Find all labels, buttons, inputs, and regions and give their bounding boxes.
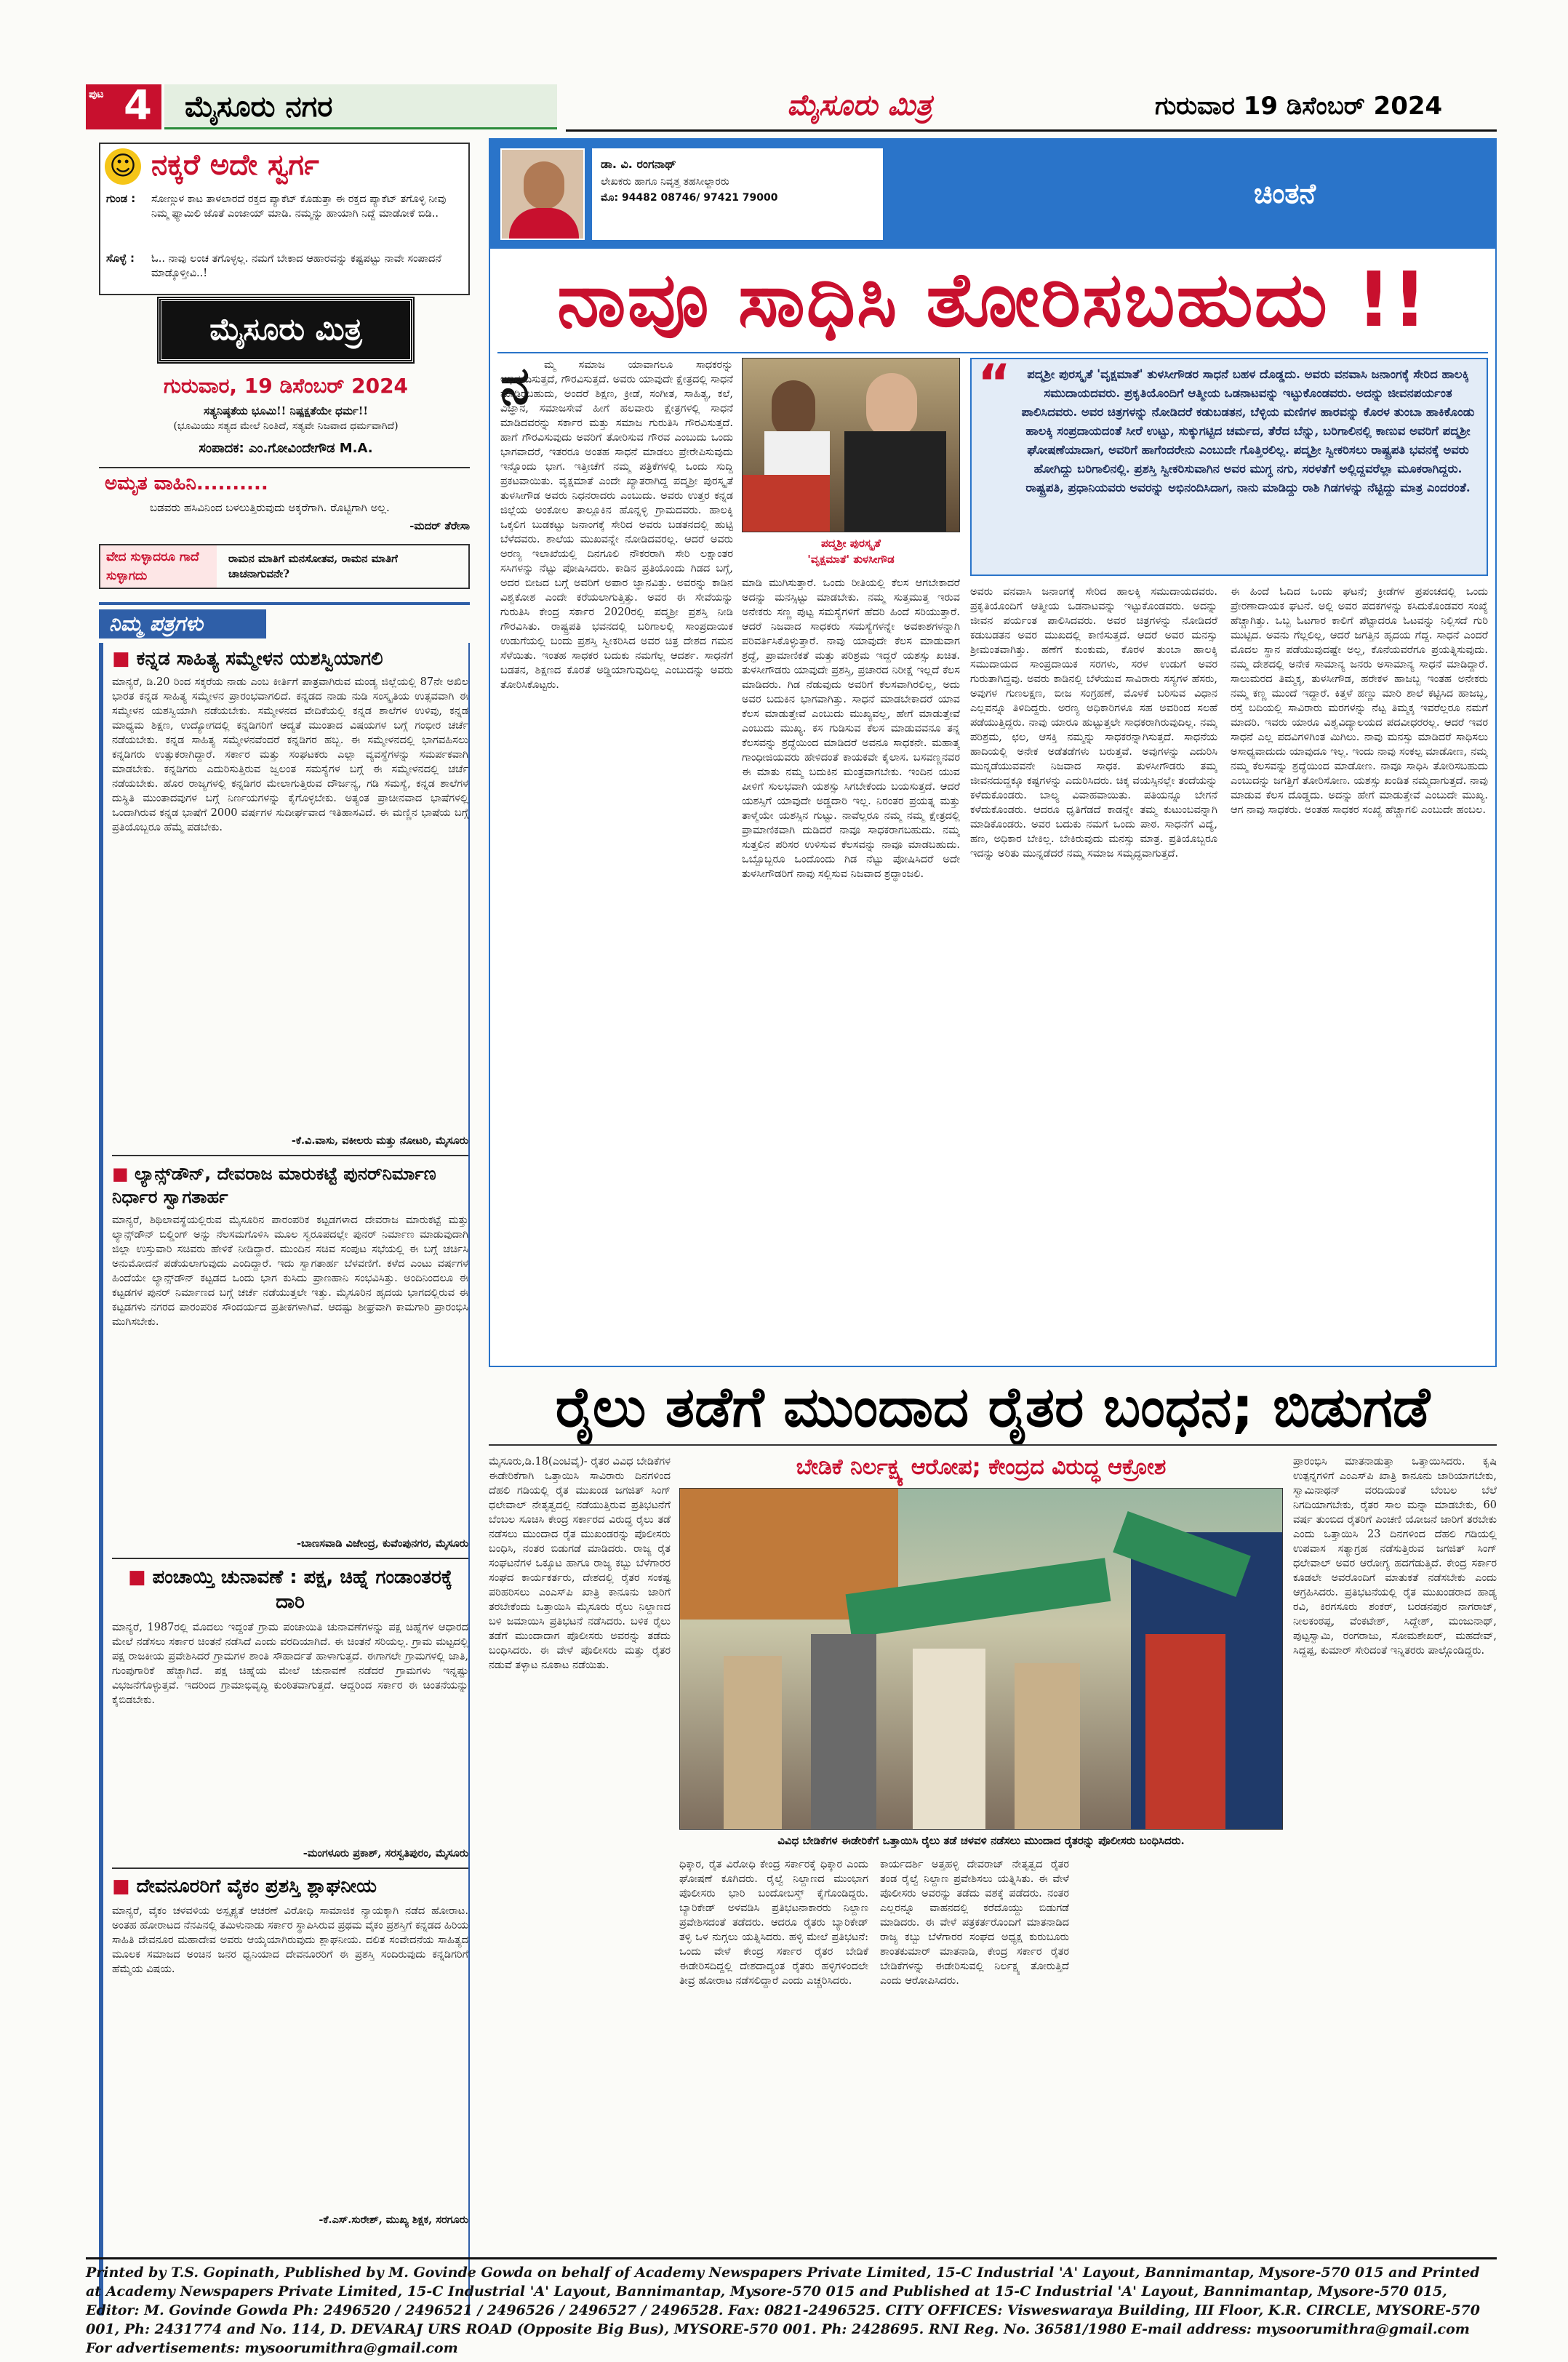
chintane-col-2: ಮಾಡಿ ಮುಗಿಸುತ್ತಾರೆ. ಒಂದು ರೀತಿಯಲ್ಲಿ ಕೆಲಸ ಆಗಬೇಕಾದರೆ ಅದನ್ನು ಮನಸ್ಸಿಟ್ಟು ಮಾಡಬೇಕು. ನಮ್ಮ ಸುತ್ತಮುತ್ತ ಇರುವ ಅನೇಕರು ಸಣ್ಣ ಪುಟ್ಟ ಸಮಸ್ಯೆಗಳಿಗೆ ಹೆದರಿ ಹಿಂದೆ ಸರಿಯುತ್ತಾರೆ. ಆದರೆ ನಿಜವಾದ ಸಾಧಕರು ಸಮಸ್ಯೆಗಳನ್ನೇ ಅವಕಾಶಗಳನ್ನಾಗಿ ಪರಿವರ್ತಿಸಿಕೊಳ್ಳುತ್ತಾರೆ. ನಾವು ಯಾವುದೇ ಕೆಲಸ ಮಾಡುವಾಗ ಶ್ರದ್ಧೆ, ಪ್ರಾಮಾಣಿಕತೆ ಮತ್ತು ಪರಿಶ್ರಮ ಇದ್ದರೆ ಯಶಸ್ಸು ಖಚಿತ. ತುಳಸೀಗೌಡರು ಯಾವುದೇ ಪ್ರಶಸ್ತಿ, ಪ್ರಚಾರದ ನಿರೀಕ್ಷೆ ಇಲ್ಲದೆ ಕೆಲಸ ಮಾಡಿದರು. ಗಿಡ ನೆಡುವುದು ಅವರಿಗೆ ಕೆಲಸವಾಗಿರಲಿಲ್ಲ, ಅದು ಅವರ ಬದುಕಿನ ಭಾಗವಾಗಿತ್ತು. ಸಾಧನೆ ಮಾಡಬೇಕಾದರೆ ಯಾವ ಕೆಲಸ ಮಾಡುತ್ತೇವೆ ಎಂಬುದು ಮುಖ್ಯವಲ್ಲ, ಹೇಗೆ ಮಾಡುತ್ತೇವೆ ಎಂಬುದು ಮುಖ್ಯ. ಕಸ ಗುಡಿಸುವ ಕೆಲಸ ಮಾಡುವವನೂ ತನ್ನ ಕೆಲಸವನ್ನು ಶ್ರದ್ಧೆಯಿಂದ ಮಾಡಿದರೆ ಅವನೂ ಸಾಧಕನೇ. ಮಹಾತ್ಮ ಗಾಂಧೀಜಿಯವರು ಹೇಳಿದಂತೆ ಕಾಯಕವೇ ಕೈಲಾಸ. ಬಸವಣ್ಣನವರ ಈ ಮಾತು ನಮ್ಮ ಬದುಕಿನ ಮಂತ್ರವಾಗಬೇಕು. ಇಂದಿನ ಯುವ ಪೀಳಿಗೆ ಸುಲಭವಾಗಿ ಯಶಸ್ಸು ಸಿಗಬೇಕೆಂದು ಬಯಸುತ್ತದೆ. ಆದರೆ ಯಶಸ್ಸಿಗೆ ಯಾವುದೇ ಅಡ್ಡದಾರಿ ಇಲ್ಲ. ನಿರಂತರ ಪ್ರಯತ್ನ ಮತ್ತು ತಾಳ್ಮೆಯೇ ಯಶಸ್ಸಿನ ಗುಟ್ಟು. ನಾವೆಲ್ಲರೂ ನಮ್ಮ ನಮ್ಮ ಕ್ಷೇತ್ರದಲ್ಲಿ ಪ್ರಾಮಾಣಿಕವಾಗಿ ದುಡಿದರೆ ನಾವೂ ಸಾಧಕರಾಗಬಹುದು. ನಮ್ಮ ಸುತ್ತಲಿನ ಪರಿಸರ ಉಳಿಸುವ ಕೆಲಸವನ್ನು ನಾವೂ ಮಾಡಬಹುದು. ಒಬ್ಬೊಬ್ಬರೂ ಒಂದೊಂದು ಗಿಡ ನೆಟ್ಟು ಪೋಷಿಸಿದರೆ ಅದೇ ತುಳಸೀಗೌಡರಿಗೆ ನಾವು ಸಲ್ಲಿಸುವ ನಿಜವಾದ ಶ್ರದ್ಧಾಂಜಲಿ. — [742, 577, 960, 880]
letter-2-title-text: ಲ್ಯಾನ್ಸ್‌ಡೌನ್, ದೇವರಾಜ ಮಾರುಕಟ್ಟೆ ಪುನರ್‌ನಿರ್ಮಾಣ ನಿರ್ಧಾರ ಸ್ವಾಗತಾರ್ಹ — [112, 1164, 436, 1207]
letter-1-title — [112, 647, 468, 670]
author-photo — [500, 148, 585, 240]
chintane-col-3: ಅವರು ವನವಾಸಿ ಜನಾಂಗಕ್ಕೆ ಸೇರಿದ ಹಾಲಕ್ಕಿ ಸಮುದಾಯದವರು. ಪ್ರಕೃತಿಯೊಂದಿಗೆ ಆತ್ಮೀಯ ಒಡನಾಟವನ್ನು ಇಟ್ಟುಕೊಂಡವರು. ಅದನ್ನು ಜೀವನ ಪರ್ಯಂತ ಪಾಲಿಸಿದವರು. ಅವರ ಚಿತ್ರಗಳನ್ನು ನೋಡಿದರೆ ಕಡುಬಡತನ ಅವರ ಮುಖದಲ್ಲಿ ಕಾಣಿಸುತ್ತದೆ. ಆದರೆ ಅವರ ಮನಸ್ಸು ಶ್ರೀಮಂತವಾಗಿತ್ತು. ಹಣೆಗೆ ಕುಂಕುಮ, ಕೊರಳ ತುಂಬಾ ಹಾಲಕ್ಕಿ ಸಮುದಾಯದ ಸಾಂಪ್ರದಾಯಿಕ ಸರಗಳು, ಸರಳ ಉಡುಗೆ ಅವರ ಗುರುತಾಗಿದ್ದವು. ಅವರು ಕಾಡಿನಲ್ಲಿ ಬೆಳೆಯುವ ಸಾವಿರಾರು ಸಸ್ಯಗಳ ಹೆಸರು, ಅವುಗಳ ಗುಣಲಕ್ಷಣ, ಬೀಜ ಸಂಗ್ರಹಣೆ, ಮೊಳಕೆ ಬರಿಸುವ ವಿಧಾನ ಎಲ್ಲವನ್ನೂ ತಿಳಿದಿದ್ದರು. ಅರಣ್ಯ ಅಧಿಕಾರಿಗಳೂ ಸಹ ಅವರಿಂದ ಸಲಹೆ ಪಡೆಯುತ್ತಿದ್ದರು. ನಾವು ಯಾರೂ ಹುಟ್ಟುತ್ತಲೇ ಸಾಧಕರಾಗಿರುವುದಿಲ್ಲ. ನಮ್ಮ ಪರಿಶ್ರಮ, ಛಲ, ಆಸಕ್ತಿ ನಮ್ಮನ್ನು ಸಾಧಕರನ್ನಾಗಿಸುತ್ತದೆ. ಸಾಧನೆಯ ಹಾದಿಯಲ್ಲಿ ಅನೇಕ ಅಡೆತಡೆಗಳು ಬರುತ್ತವೆ. ಅವುಗಳನ್ನು ಎದುರಿಸಿ ಮುನ್ನಡೆಯುವವನೇ ನಿಜವಾದ ಸಾಧಕ. ತುಳಸೀಗೌಡರು ತಮ್ಮ ಜೀವನದುದ್ದಕ್ಕೂ ಕಷ್ಟಗಳನ್ನು ಎದುರಿಸಿದರು. ಚಿಕ್ಕ ವಯಸ್ಸಿನಲ್ಲೇ ತಂದೆಯನ್ನು ಕಳೆದುಕೊಂಡರು. ಬಾಲ್ಯ ವಿವಾಹವಾಯಿತು. ಪತಿಯನ್ನೂ ಬೇಗನೆ ಕಳೆದುಕೊಂಡರು. ಆದರೂ ಧೃತಿಗೆಡದೆ ಕಾಡನ್ನೇ ತಮ್ಮ ಕುಟುಂಬವನ್ನಾಗಿ ಮಾಡಿಕೊಂಡರು. ಅವರ ಬದುಕು ನಮಗೆ ಒಂದು ಪಾಠ. ಸಾಧನೆಗೆ ವಿದ್ಯೆ, ಹಣ, ಅಧಿಕಾರ ಬೇಕಿಲ್ಲ. ಬೇಕಿರುವುದು ಮನಸ್ಸು ಮಾತ್ರ. ಪ್ರತಿಯೊಬ್ಬರೂ ಇದನ್ನು ಅರಿತು ಮುನ್ನಡೆದರೆ ನಮ್ಮ ಸಮಾಜ ಸಮೃದ್ಧವಾಗುತ್ತದೆ. — [970, 586, 1217, 860]
paper-info-date: ಗುರುವಾರ, 19 ಡಿಸೆಂಬರ್ 2024 — [163, 374, 409, 398]
letter-4-body: ಮಾನ್ಯರೆ, ವೈಕಂ ಚಳವಳಿಯ ಅಸ್ಪೃಶ್ಯತೆ ಆಚರಣೆ ವಿರೋಧಿ ಸಾಮಾಜಿಕ ನ್ಯಾಯಕ್ಕಾಗಿ ನಡೆದ ಹೋರಾಟ. ಅಂತಹ ಹೋರಾಟದ ನೆನಪಿನಲ್ಲಿ ತಮಿಳುನಾಡು ಸರ್ಕಾರ ಸ್ಥಾಪಿಸಿರುವ ಪ್ರಥಮ ವೈಕಂ ಪ್ರಶಸ್ತಿಗೆ ಕನ್ನಡದ ಹಿರಿಯ ಸಾಹಿತಿ ದೇವನೂರ ಮಹಾದೇವ ಅವರು ಆಯ್ಕೆಯಾಗಿರುವುದು ಶ್ಲಾಘನೀಯ. ದಲಿತ ಸಂವೇದನೆಯ ಸಾಹಿತ್ಯದ ಮೂಲಕ ಸಮಾಜದ ಅಂಚಿನ ಜನರ ಧ್ವನಿಯಾದ ದೇವನೂರರಿಗೆ ಈ ಪ್ರಶಸ್ತಿ ಸಂದಿರುವುದು ಕನ್ನಡಿಗರಿಗೆ ಹೆಮ್ಮೆಯ ವಿಷಯ. — [112, 1905, 468, 1975]
letter-2-title — [112, 1162, 468, 1209]
letter-4-title — [112, 1875, 468, 1898]
letter-3-title-text: ಪಂಚಾಯ್ತಿ ಚುನಾವಣೆ : ಪಕ್ಷ, ಚಿಹ್ನೆ ಗಂಡಾಂತರಕ್ಕೆ ದಾರಿ — [152, 1566, 453, 1613]
chintane-col-1: ಮ್ಮ ಸಮಾಜ ಯಾವಾಗಲೂ ಸಾಧಕರನ್ನು ಅಭಿನಂದಿಸುತ್ತದೆ, ಗೌರವಿಸುತ್ತದೆ. ಅವರು ಯಾವುದೇ ಕ್ಷೇತ್ರದಲ್ಲಿ ಸಾಧನೆ ಮಾಡಿರಬಹುದು, ಅಂದರೆ ಶಿಕ್ಷಣ, ಕ್ರೀಡೆ, ಸಂಗೀತ, ಸಾಹಿತ್ಯ, ಕಲೆ, ವಿಜ್ಞಾನ, ಸಮಾಜಸೇವೆ ಹೀಗೆ ಹಲವಾರು ಕ್ಷೇತ್ರಗಳಲ್ಲಿ ಸಾಧನೆ ಮಾಡಿದವರನ್ನು ಸರ್ಕಾರ ಮತ್ತು ಸಮಾಜ ಗುರುತಿಸಿ ಗೌರವಿಸುತ್ತದೆ. ಹಾಗೆ ಗೌರವಿಸುವುದು ಅವರಿಗೆ ತೋರಿಸುವ ಗೌರವ ಎಂಬುದು ಒಂದು ಭಾಗವಾದರೆ, ಇತರರೂ ಅಂತಹ ಸಾಧನೆ ಮಾಡಲು ಪ್ರೇರೇಪಿಸುವುದು ಇನ್ನೊಂದು ಭಾಗ. ಇತ್ತೀಚೆಗೆ ನಮ್ಮ ಪತ್ರಿಕೆಗಳಲ್ಲಿ ಒಂದು ಸುದ್ದಿ ಪ್ರಕಟವಾಯಿತು. ವೃಕ್ಷಮಾತೆ ಎಂದೇ ಖ್ಯಾತರಾಗಿದ್ದ ಪದ್ಮಶ್ರೀ ಪುರಸ್ಕೃತೆ ತುಳಸೀಗೌಡ ಅವರು ನಿಧನರಾದರು ಎಂಬುದು. ಅವರು ಉತ್ತರ ಕನ್ನಡ ಜಿಲ್ಲೆಯ ಅಂಕೋಲ ತಾಲ್ಲೂಕಿನ ಹೊನ್ನಳ್ಳಿ ಗ್ರಾಮದವರು. ಹಾಲಕ್ಕಿ ಒಕ್ಕಲಿಗ ಬುಡಕಟ್ಟು ಜನಾಂಗಕ್ಕೆ ಸೇರಿದ ಅವರು ಬಡತನದಲ್ಲಿ ಹುಟ್ಟಿ ಬೆಳೆದವರು. ಶಾಲೆಯ ಮುಖವನ್ನೇ ನೋಡಿದವರಲ್ಲ. ಆದರೆ ಅವರು ಅರಣ್ಯ ಇಲಾಖೆಯಲ್ಲಿ ದಿನಗೂಲಿ ನೌಕರರಾಗಿ ಸೇರಿ ಲಕ್ಷಾಂತರ ಸಸಿಗಳನ್ನು ನೆಟ್ಟು ಪೋಷಿಸಿದರು. ಕಾಡಿನ ಪ್ರತಿಯೊಂದು ಗಿಡದ ಬಗ್ಗೆ, ಅದರ ಬೀಜದ ಬಗ್ಗೆ ಅವರಿಗೆ ಅಪಾರ ಜ್ಞಾನವಿತ್ತು. ಅವರನ್ನು ಕಾಡಿನ ವಿಶ್ವಕೋಶ ಎಂದೇ ಕರೆಯಲಾಗುತ್ತಿತ್ತು. ಅವರ ಈ ಸೇವೆಯನ್ನು ಗುರುತಿಸಿ ಕೇಂದ್ರ ಸರ್ಕಾರ 2020ರಲ್ಲಿ ಪದ್ಮಶ್ರೀ ಪ್ರಶಸ್ತಿ ನೀಡಿ ಗೌರವಿಸಿತು. ರಾಷ್ಟ್ರಪತಿ ಭವನದಲ್ಲಿ ಬರಿಗಾಲಲ್ಲಿ ಸಾಂಪ್ರದಾಯಿಕ ಉಡುಗೆಯಲ್ಲಿ ಬಂದು ಪ್ರಶಸ್ತಿ ಸ್ವೀಕರಿಸಿದ ಅವರ ಚಿತ್ರ ದೇಶದ ಗಮನ ಸೆಳೆಯಿತು. ಇಂತಹ ಸಾಧಕರ ಬದುಕು ನಮಗೆಲ್ಲ ಆದರ್ಶ. ಸಾಧನೆಗೆ ಬಡತನ, ಶಿಕ್ಷಣದ ಕೊರತೆ ಅಡ್ಡಿಯಾಗುವುದಿಲ್ಲ ಎಂಬುದನ್ನು ಅವರು ತೋರಿಸಿಕೊಟ್ಟರು. — [500, 359, 733, 691]
bullet-square-icon: ■ — [112, 1875, 137, 1897]
letter-4-title-text: ದೇವನೂರರಿಗೆ ವೈಕಂ ಪ್ರಶಸ್ತಿ ಶ್ಲಾಘನೀಯ — [136, 1875, 377, 1897]
paper-info-box — [159, 298, 413, 362]
paper-info-motto-1: ಸತ್ಯನಿಷ್ಠತೆಯ ಭೂಮಿ!! ನಿಷ್ಪಕ್ಷತೆಯೇ ಧರ್ಮ!! — [204, 404, 368, 417]
paper-name-logo: ಮೈಸೂರು ಮಿತ್ರ — [787, 89, 932, 122]
photo-caption-1: ಪದ್ಮಶ್ರೀ ಪುರಸ್ಕೃತೆ — [821, 537, 881, 550]
farmers-col-4: ಪ್ರಾರಂಭಿಸಿ ಮಾತನಾಡುತ್ತಾ ಒತ್ತಾಯಿಸಿದರು. ಕೃಷಿ ಉತ್ಪನ್ನಗಳಿಗೆ ಎಂಎಸ್‌ಪಿ ಖಾತ್ರಿ ಕಾನೂನು ಜಾರಿಯಾಗಬೇಕು, ಸ್ವಾಮಿನಾಥನ್ ವರದಿಯಂತೆ ಬೆಂಬಲ ಬೆಲೆ ನಿಗದಿಯಾಗಬೇಕು, ರೈತರ ಸಾಲ ಮನ್ನಾ ಮಾಡಬೇಕು, 60 ವರ್ಷ ತುಂಬಿದ ರೈತರಿಗೆ ಪಿಂಚಣಿ ಯೋಜನೆ ಜಾರಿಗೆ ತರಬೇಕು ಎಂದು ಒತ್ತಾಯಿಸಿ 23 ದಿನಗಳಿಂದ ದೆಹಲಿ ಗಡಿಯಲ್ಲಿ ಉಪವಾಸ ಸತ್ಯಾಗ್ರಹ ನಡೆಸುತ್ತಿರುವ ಜಗಜಿತ್ ಸಿಂಗ್ ಧಲೇವಾಲ್ ಅವರ ಆರೋಗ್ಯ ಹದಗೆಡುತ್ತಿದೆ. ಕೇಂದ್ರ ಸರ್ಕಾರ ಕೂಡಲೇ ಅವರೊಂದಿಗೆ ಮಾತುಕತೆ ನಡೆಸಬೇಕು ಎಂದು ಆಗ್ರಹಿಸಿದರು. ಪ್ರತಿಭಟನೆಯಲ್ಲಿ ರೈತ ಮುಖಂಡರಾದ ಹಾಡ್ಯ ರವಿ, ಕಿರಗಸೂರು ಶಂಕರ್, ಬರಡನಪುರ ನಾಗರಾಜ್, ನೀಲಕಂಠಪ್ಪ, ವೆಂಕಟೇಶ್, ಸಿದ್ದೇಶ್, ಮಂಜುನಾಥ್, ಪುಟ್ಟಸ್ವಾಮಿ, ರಂಗರಾಜು, ಸೋಮಶೇಖರ್, ಮಹದೇವ್, ಸಿದ್ದಪ್ಪ, ಕುಮಾರ್ ಸೇರಿದಂತೆ ಇನ್ನಿತರರು ಪಾಲ್ಗೊಂಡಿದ್ದರು. — [1293, 1456, 1497, 1657]
humor-question: ಸೋಣ್ಗುಳ ಕಾಟ ತಾಳಲಾರದೆ ರಕ್ತದ ಪ್ಯಾಕೆಟ್ ಕೊಡುತ್ತಾ ಈ ರಕ್ತದ ಪ್ಯಾಕೆಟ್ ತಗೊಳ್ಳಿ ನೀವು ನಿಮ್ಮ ಫ್ಯಾಮಿಲಿ ಜೊತೆ ಎಂಜಾಯ್ ಮಾಡಿ. ನಮ್ಮನ್ನು ಹಾಯಾಗಿ ನಿದ್ದೆ ಮಾಡೋಕೆ ಬಿಡಿ.. — [151, 193, 447, 220]
dropcap: ನ — [500, 355, 530, 416]
farmers-headline: ರೈಲು ತಡೆಗೆ ಮುಂದಾದ ರೈತರ ಬಂಧನ; ಬಿಡುಗಡೆ — [555, 1374, 1431, 1439]
letter-2-body: ಮಾನ್ಯರೆ, ಶಿಥಿಲಾವಸ್ಥೆಯಲ್ಲಿರುವ ಮೈಸೂರಿನ ಪಾರಂಪರಿಕ ಕಟ್ಟಡಗಳಾದ ದೇವರಾಜ ಮಾರುಕಟ್ಟೆ ಮತ್ತು ಲ್ಯಾನ್ಸ್‌ಡೌನ್ ಬಿಲ್ಡಿಂಗ್ ಅನ್ನು ನೆಲಸಮಗೊಳಿಸಿ ಮೂಲ ಸ್ವರೂಪದಲ್ಲೇ ಪುನರ್ ನಿರ್ಮಾಣ ಮಾಡುವುದಾಗಿ ಜಿಲ್ಲಾ ಉಸ್ತುವಾರಿ ಸಚಿವರು ಹೇಳಿಕೆ ನೀಡಿದ್ದಾರೆ. ಮುಂದಿನ ಸಚಿವ ಸಂಪುಟ ಸಭೆಯಲ್ಲಿ ಈ ಬಗ್ಗೆ ಚರ್ಚಿಸಿ ಅನುಮೋದನೆ ಪಡೆಯಲಾಗುವುದು ಎಂದಿದ್ದಾರೆ. ಇದು ಸ್ವಾಗತಾರ್ಹ ಬೆಳವಣಿಗೆ. ಕಳೆದ ಎಂಟು ವರ್ಷಗಳ ಹಿಂದೆಯೇ ಲ್ಯಾನ್ಸ್‌ಡೌನ್ ಕಟ್ಟಡದ ಒಂದು ಭಾಗ ಕುಸಿದು ಪ್ರಾಣಹಾನಿ ಸಂಭವಿಸಿತ್ತು. ಅಂದಿನಿಂದಲೂ ಈ ಕಟ್ಟಡಗಳ ಪುನರ್ ನಿರ್ಮಾಣದ ಬಗ್ಗೆ ಚರ್ಚೆ ನಡೆಯುತ್ತಲೇ ಇತ್ತು. ಮೈಸೂರಿನ ಹೃದಯ ಭಾಗದಲ್ಲಿರುವ ಈ ಕಟ್ಟಡಗಳು ನಗರದ ಪಾರಂಪರಿಕ ಸೌಂದರ್ಯದ ಪ್ರತೀಕಗಳಾಗಿವೆ. ಆದಷ್ಟು ಶೀಘ್ರವಾಗಿ ಕಾಮಗಾರಿ ಪ್ರಾರಂಭಿಸಿ ಮುಗಿಸಬೇಕು. — [112, 1214, 468, 1328]
farmers-subhead: ಬೇಡಿಕೆ ನಿರ್ಲಕ್ಷ್ಯ ಆರೋಪ; ಕೇಂದ್ರದ ವಿರುದ್ಧ ಆಕ್ರೋಶ — [796, 1454, 1167, 1480]
page-label: ಪುಟ — [89, 89, 104, 100]
paper-info-logo: ಮೈಸೂರು ಮಿತ್ರ — [209, 311, 362, 347]
section-title: ಮೈಸೂರು ನಗರ — [185, 90, 333, 124]
letter-1-body: ಮಾನ್ಯರೆ, ಡಿ.20 ರಿಂದ ಸಕ್ಕರೆಯ ನಾಡು ಎಂಬ ಕೀರ್ತಿಗೆ ಪಾತ್ರವಾಗಿರುವ ಮಂಡ್ಯ ಜಿಲ್ಲೆಯಲ್ಲಿ 87ನೇ ಅಖಿಲ ಭಾರತ ಕನ್ನಡ ಸಾಹಿತ್ಯ ಸಮ್ಮೇಳನ ಪ್ರಾರಂಭವಾಗಲಿದೆ. ಕನ್ನಡದ ನಾಡು ನುಡಿ ಸಂಸ್ಕೃತಿಯ ಉತ್ಸವವಾಗಿ ಈ ಸಮ್ಮೇಳನ ಯಶಸ್ವಿಯಾಗಿ ನಡೆಯಬೇಕು. ಸಮ್ಮೇಳನದ ವೇದಿಕೆಯಲ್ಲಿ ಕನ್ನಡ ಶಾಲೆಗಳ ಉಳಿವು, ಕನ್ನಡ ಮಾಧ್ಯಮ ಶಿಕ್ಷಣ, ಉದ್ಯೋಗದಲ್ಲಿ ಕನ್ನಡಿಗರಿಗೆ ಆದ್ಯತೆ ಮುಂತಾದ ವಿಷಯಗಳ ಬಗ್ಗೆ ಗಂಭೀರ ಚರ್ಚೆ ನಡೆಯಬೇಕು. ಕನ್ನಡ ಸಾಹಿತ್ಯ ಸಮ್ಮೇಳನವೆಂದರೆ ಕನ್ನಡಿಗರ ಹಬ್ಬ. ಈ ಸಮ್ಮೇಳನದಲ್ಲಿ ಭಾಗವಹಿಸಲು ಕನ್ನಡಿಗರು ಉತ್ಸುಕರಾಗಿದ್ದಾರೆ. ಸರ್ಕಾರ ಮತ್ತು ಸಂಘಟಕರು ಎಲ್ಲಾ ವ್ಯವಸ್ಥೆಗಳನ್ನು ಸಮರ್ಪಕವಾಗಿ ಮಾಡಬೇಕು. ಕನ್ನಡಿಗರು ಎದುರಿಸುತ್ತಿರುವ ಜ್ವಲಂತ ಸಮಸ್ಯೆಗಳ ಬಗ್ಗೆ ಈ ಸಮ್ಮೇಳನದಲ್ಲಿ ಚರ್ಚೆ ನಡೆಯಬೇಕು. ಹೊರ ರಾಜ್ಯಗಳಲ್ಲಿ ಕನ್ನಡಿಗರ ಮೇಲಾಗುತ್ತಿರುವ ದೌರ್ಜನ್ಯ, ಗಡಿ ಸಮಸ್ಯೆ, ಕನ್ನಡ ಶಾಲೆಗಳ ದುಸ್ಥಿತಿ ಮುಂತಾದವುಗಳ ಬಗ್ಗೆ ನಿರ್ಣಯಗಳನ್ನು ಕೈಗೊಳ್ಳಬೇಕು. ಅತ್ಯಂತ ಪ್ರಾಚೀನವಾದ ಭಾಷೆಗಳಲ್ಲಿ ಒಂದಾಗಿರುವ ಕನ್ನಡ ಭಾಷೆಗೆ 2000 ವರ್ಷಗಳ ಸುದೀರ್ಘವಾದ ಇತಿಹಾಸವಿದೆ. ಈ ಮಣ್ಣಿನ ಭಾಷೆಯ ಬಗ್ಗೆ ಪ್ರತಿಯೊಬ್ಬರೂ ಹೆಮ್ಮೆ ಪಡಬೇಕು. — [112, 676, 468, 833]
author-card — [592, 148, 883, 240]
letter-1-sign: -ಕೆ.ವಿ.ವಾಸು, ವಕೀಲರು ಮತ್ತು ನೋಟರಿ, ಮೈಸೂರು — [291, 1134, 468, 1147]
letter-4-sign: -ಕೆ.ಎಸ್.ಸುರೇಶ್, ಮುಖ್ಯ ಶಿಕ್ಷಕ, ಸರಗೂರು — [319, 2214, 468, 2226]
proverb-box — [99, 544, 470, 589]
proverb-text: ರಾಮನ ಮಾತಿಗೆ ಮನಸೋತವ, ರಾಮನ ಮಾತಿಗೆ ಚಾಚನಾಗುವನೇ? — [228, 552, 398, 580]
humor-question-label: ಗುಂಡ : — [106, 192, 136, 205]
farmers-article — [489, 1374, 1497, 2167]
tulasi-photo — [742, 358, 960, 532]
protest-photo-caption: ವಿವಿಧ ಬೇಡಿಕೆಗಳ ಈಡೇರಿಕೆಗೆ ಒತ್ತಾಯಿಸಿ ರೈಲು ತಡೆ ಚಳವಳಿ ನಡೆಸಲು ಮುಂದಾದ ರೈತರನ್ನು ಪೊಲೀಸರು ಬಂಧಿಸಿದರು. — [777, 1834, 1185, 1847]
left-column — [86, 143, 479, 2317]
amruta-vahini-box — [99, 467, 470, 540]
pull-quote-text: ಪದ್ಮಶ್ರೀ ಪುರಸ್ಕೃತೆ 'ವೃಕ್ಷಮಾತೆ' ತುಳಸೀಗೌಡರ ಸಾಧನೆ ಬಹಳ ದೊಡ್ಡದು. ಅವರು ವನವಾಸಿ ಜನಾಂಗಕ್ಕೆ ಸೇರಿದ ಹಾಲಕ್ಕಿ ಸಮುದಾಯದವರು. ಪ್ರಕೃತಿಯೊಂದಿಗೆ ಆತ್ಮೀಯ ಒಡನಾಟವನ್ನು ಇಟ್ಟುಕೊಂಡವರು. ಅದನ್ನು ಜೀವನಪರ್ಯಂತ ಪಾಲಿಸಿದವರು. ಅವರ ಚಿತ್ರಗಳನ್ನು ನೋಡಿದರೆ ಕಡುಬಡತನ, ಬೆಳ್ಳಿಯ ಮಣಿಗಳ ಹಾರವನ್ನು ಕೊರಳ ತುಂಬಾ ಹಾಕಿಕೊಂಡು ಹಾಲಕ್ಕಿ ಸಂಪ್ರದಾಯದಂತೆ ಸೀರೆ ಉಟ್ಟು, ಸುಕ್ಕುಗಟ್ಟಿದ ಚರ್ಮದ, ತೆರೆದ ಬೆನ್ನು, ಬರಿಗಾಲಿನಲ್ಲಿ ಕಾಣುವ ಅವರಿಗೆ ಪದ್ಮಶ್ರೀ ಘೋಷಣೆಯಾದಾಗ, ಅವರಿಗೆ ಹಾಗೆಂದರೇನು ಎಂಬುದೇ ಗೊತ್ತಿರಲಿಲ್ಲ. ಪದ್ಮಶ್ರೀ ಸ್ವೀಕರಿಸಲು ರಾಷ್ಟ್ರಪತಿ ಭವನಕ್ಕೆ ಅವರು ಹೋಗಿದ್ದು ಬರಿಗಾಲಿನಲ್ಲಿ. ಪ್ರಶಸ್ತಿ ಸ್ವೀಕರಿಸುವಾಗಿನ ಅವರ ಮುಗ್ಧ ನಗು, ಸರಳತೆಗೆ ಅಲ್ಲಿದ್ದವರೆಲ್ಲಾ ಮೂಕರಾಗಿದ್ದರು. ರಾಷ್ಟ್ರಪತಿ, ಪ್ರಧಾನಿಯವರು ಅವರನ್ನು ಅಭಿನಂದಿಸಿದಾಗ, ನಾನು ಮಾಡಿದ್ದು ರಾಶಿ ಗಿಡಗಳನ್ನು ನೆಟ್ಟಿದ್ದು ಮಾತ್ರ ಎಂದರಂತೆ. — [1021, 367, 1475, 495]
amruta-author: -ಮದರ್ ತೆರೇಸಾ — [409, 519, 470, 532]
letters-header-label: ನಿಮ್ಮ ಪತ್ರಗಳು — [99, 609, 266, 638]
farmers-col-1: ಮೈಸೂರು,ಡಿ.18(ಎಂಟಿವೈ)- ರೈತರ ವಿವಿಧ ಬೇಡಿಕೆಗಳ ಈಡೇರಿಕೆಗಾಗಿ ಒತ್ತಾಯಿಸಿ ಸಾವಿರಾರು ದಿನಗಳಿಂದ ದೆಹಲಿ ಗಡಿಯಲ್ಲಿ ರೈತ ಮುಖಂಡ ಜಗಜಿತ್ ಸಿಂಗ್ ಧಲೇವಾಲ್ ನೇತೃತ್ವದಲ್ಲಿ ನಡೆಯುತ್ತಿರುವ ಪ್ರತಿಭಟನೆಗೆ ಬೆಂಬಲ ಸೂಚಿಸಿ ಕೇಂದ್ರ ಸರ್ಕಾರದ ವಿರುದ್ಧ ರೈಲು ತಡೆ ನಡೆಸಲು ಮುಂದಾದ ರೈತ ಮುಖಂಡರನ್ನು ಪೊಲೀಸರು ಬಂಧಿಸಿ, ನಂತರ ಬಿಡುಗಡೆ ಮಾಡಿದರು. ರಾಜ್ಯ ರೈತ ಸಂಘಟನೆಗಳ ಒಕ್ಕೂಟ ಹಾಗೂ ರಾಜ್ಯ ಕಬ್ಬು ಬೆಳೆಗಾರರ ಸಂಘದ ಕಾರ್ಯಕರ್ತರು, ದೇಶದಲ್ಲಿ ರೈತರ ಸಂಕಷ್ಟ ಪರಿಹರಿಸಲು ಎಂಎಸ್‌ಪಿ ಖಾತ್ರಿ ಕಾನೂನು ಜಾರಿಗೆ ತರಬೇಕೆಂದು ಒತ್ತಾಯಿಸಿ ಮೈಸೂರು ರೈಲು ನಿಲ್ದಾಣದ ಬಳಿ ಜಮಾಯಿಸಿ ಪ್ರತಿಭಟನೆ ನಡೆಸಿದರು. ಬಳಿಕ ರೈಲು ತಡೆಗೆ ಮುಂದಾದಾಗ ಪೊಲೀಸರು ಅವರನ್ನು ತಡೆದು ಬಂಧಿಸಿದರು. ಈ ವೇಳೆ ಪೊಲೀಸರು ಮತ್ತು ರೈತರ ನಡುವೆ ತಳ್ಳಾಟ ನೂಕಾಟ ನಡೆಯಿತು. — [489, 1456, 671, 1671]
paper-info-editor: ಸಂಪಾದಕ: ಎಂ.ಗೋವಿಂದೇಗೌಡ M.A. — [199, 441, 373, 456]
protest-photo — [679, 1488, 1283, 1830]
letters-area — [99, 643, 470, 2315]
laugh-emoji-icon: ☺ — [105, 148, 141, 185]
chintane-col-4: ಈ ಹಿಂದೆ ಓದಿದ ಒಂದು ಘಟನೆ; ಕ್ರೀಡೆಗಳ ಪ್ರಪಂಚದಲ್ಲಿ ಒಂದು ಪ್ರೇರಣಾದಾಯಕ ಘಟನೆ. ಅಲ್ಲಿ ಅವರ ಪದಕಗಳನ್ನು ಕಸಿದುಕೊಂಡವರ ಸಂಖ್ಯೆ ಹೆಚ್ಚಾಗಿತ್ತು. ಒಬ್ಬ ಓಟಗಾರ ಕಾಲಿಗೆ ಪೆಟ್ಟಾದರೂ ಓಟವನ್ನು ನಿಲ್ಲಿಸದೆ ಗುರಿ ಮುಟ್ಟಿದ. ಅವನು ಗೆಲ್ಲಲಿಲ್ಲ, ಆದರೆ ಜಗತ್ತಿನ ಹೃದಯ ಗೆದ್ದ. ಸಾಧನೆ ಎಂದರೆ ಮೊದಲ ಸ್ಥಾನ ಪಡೆಯುವುದಷ್ಟೇ ಅಲ್ಲ, ಕೊನೆಯವರೆಗೂ ಪ್ರಯತ್ನಿಸುವುದು. ನಮ್ಮ ದೇಶದಲ್ಲಿ ಅನೇಕ ಸಾಮಾನ್ಯ ಜನರು ಅಸಾಮಾನ್ಯ ಸಾಧನೆ ಮಾಡಿದ್ದಾರೆ. ಸಾಲುಮರದ ತಿಮ್ಮಕ್ಕ, ತುಳಸೀಗೌಡ, ಹರೇಕಳ ಹಾಜಬ್ಬ ಇಂತಹ ಅನೇಕರು ನಮ್ಮ ಕಣ್ಣ ಮುಂದೆ ಇದ್ದಾರೆ. ಕಿತ್ತಳೆ ಹಣ್ಣು ಮಾರಿ ಶಾಲೆ ಕಟ್ಟಿಸಿದ ಹಾಜಬ್ಬ, ರಸ್ತೆ ಬದಿಯಲ್ಲಿ ಸಾವಿರಾರು ಮರಗಳನ್ನು ನೆಟ್ಟ ತಿಮ್ಮಕ್ಕ ಇವರೆಲ್ಲರೂ ನಮಗೆ ಮಾದರಿ. ಇವರು ಯಾರೂ ವಿಶ್ವವಿದ್ಯಾಲಯದ ಪದವೀಧರರಲ್ಲ. ಆದರೆ ಇವರ ಸಾಧನೆ ಎಲ್ಲ ಪದವಿಗಳಿಗಿಂತ ಮಿಗಿಲು. ನಾವು ಮನಸ್ಸು ಮಾಡಿದರೆ ಸಾಧಿಸಲು ಅಸಾಧ್ಯವಾದುದು ಯಾವುದೂ ಇಲ್ಲ. ಇಂದು ನಾವು ಸಂಕಲ್ಪ ಮಾಡೋಣ, ನಮ್ಮ ನಮ್ಮ ಕೆಲಸವನ್ನು ಶ್ರದ್ಧೆಯಿಂದ ಮಾಡೋಣ. ನಾವೂ ಸಾಧಿಸಿ ತೋರಿಸಬಹುದು ಎಂಬುದನ್ನು ಜಗತ್ತಿಗೆ ತೋರಿಸೋಣ. ಯಶಸ್ಸು ಖಂಡಿತ ನಮ್ಮದಾಗುತ್ತದೆ. ನಾವು ಮಾಡುವ ಕೆಲಸ ದೊಡ್ಡದು. ಅದನ್ನು ಹೇಗೆ ಮಾಡುತ್ತೇವೆ ಎಂಬುದೇ ಮುಖ್ಯ. ಆಗ ನಾವು ಸಾಧಕರು. ಅಂತಹ ಸಾಧಕರ ಸಂಖ್ಯೆ ಹೆಚ್ಚಾಗಲಿ ಎಂಬುದೇ ಹಂಬಲ. — [1231, 586, 1488, 816]
footer-imprint: Printed by T.S. Gopinath, Published by M. Govinde Gowda on behalf of Academy Newspapers Private Limited, 15-C Industrial 'A' Layout, Bannimantap, Mysore-570 015 and Printed at Academy Newspapers Private Limited, 15-C Industrial 'A' Layout, Bannimantap, Mysore-570 015 and Published at 15-C Industrial 'A' Layout, Bannimantap, Mysore-570 015, Editor: M. Govinde Gowda Ph: 2496520 / 2496521 / 2496526 / 2496527 / 2496528. Fax: 0821-2496525. CITY OFFICES: Visweswaraya Building, III Floor, K.R. CIRCLE, MYSORE-570 001, Ph: 2431774 and No. 114, D. DEVARAJ URS ROAD (Opposite Big Bus), MYSORE-570 001. Ph: 2428695. RNI Reg. No. 36581/1980 E-mail address: mysoorumithra@gmail.com For advertisements: mysoorumithra@gmail.com — [86, 2265, 1480, 2356]
bullet-square-icon: ■ — [127, 1566, 153, 1588]
quote-mark-icon: “ — [977, 353, 1012, 413]
farmers-col-3: ಕಾರ್ಯದರ್ಶಿ ಅತ್ತಹಳ್ಳಿ ದೇವರಾಜ್ ನೇತೃತ್ವದ ರೈತರ ತಂಡ ರೈಲ್ವೆ ನಿಲ್ದಾಣ ಪ್ರವೇಶಿಸಲು ಯತ್ನಿಸಿತು. ಈ ವೇಳೆ ಪೊಲೀಸರು ಅವರನ್ನು ತಡೆದು ವಶಕ್ಕೆ ಪಡೆದರು. ನಂತರ ಎಲ್ಲರನ್ನೂ ವಾಹನದಲ್ಲಿ ಕರೆದೊಯ್ದು ಬಿಡುಗಡೆ ಮಾಡಿದರು. ಈ ವೇಳೆ ಪತ್ರಕರ್ತರೊಂದಿಗೆ ಮಾತನಾಡಿದ ರಾಜ್ಯ ಕಬ್ಬು ಬೆಳೆಗಾರರ ಸಂಘದ ಅಧ್ಯಕ್ಷ ಕುರುಬೂರು ಶಾಂತಕುಮಾರ್ ಮಾತನಾಡಿ, ಕೇಂದ್ರ ಸರ್ಕಾರ ರೈತರ ಬೇಡಿಕೆಗಳನ್ನು ಈಡೇರಿಸುವಲ್ಲಿ ನಿರ್ಲಕ್ಷ್ಯ ತೋರುತ್ತಿದೆ ಎಂದು ಆರೋಪಿಸಿದರು. — [880, 1859, 1069, 1987]
amruta-text: ಬಡವರು ಹಸಿವಿನಿಂದ ಬಳಲುತ್ತಿರುವುದು ಅಕ್ಕರೆಗಾಗಿ. ರೊಟ್ಟಿಗಾಗಿ ಅಲ್ಲ. — [150, 501, 390, 514]
chintane-header — [490, 140, 1495, 249]
humor-answer-label: ಸೊಳ್ಳೆ : — [106, 252, 135, 265]
author-phone: ಮೊ: 94482 08746/ 97421 79000 — [601, 192, 778, 204]
masthead-date: ಗುರುವಾರ 19 ಡಿಸೆಂಬರ್ 2024 — [1155, 92, 1443, 121]
column-label: ಚಿಂತನೆ — [1254, 177, 1316, 209]
letters-header — [99, 602, 470, 638]
paper-info-motto-2: (ಭೂಮಿಯು ಸತ್ಯದ ಮೇಲೆ ನಿಂತಿದೆ, ಸತ್ಯವೇ ನಿಜವಾದ ಧರ್ಮವಾಗಿದೆ) — [173, 420, 399, 432]
pull-quote-box — [970, 353, 1488, 576]
farmers-col-3b — [1081, 1857, 1283, 2153]
chintane-headline: ನಾವೂ ಸಾಧಿಸಿ ತೋರಿಸಬಹುದು !! — [556, 255, 1428, 344]
author-role: ಲೇಖಕರು ಹಾಗೂ ನಿವೃತ್ತ ತಹಸೀಲ್ದಾರರು — [601, 176, 729, 188]
proverb-label: ವೇದ ಸುಳ್ಳಾದರೂ ಗಾದೆ ಸುಳ್ಳಾಗದು — [100, 545, 217, 588]
humor-title: ನಕ್ಕರೆ ಅದೇ ಸ್ವರ್ಗ — [151, 148, 319, 182]
author-name: ಡಾ. ವಿ. ರಂಗನಾಥ್ — [601, 157, 676, 171]
letter-3-body: ಮಾನ್ಯರೆ, 1987ರಲ್ಲಿ ಮೊದಲು ಇದ್ದಂತೆ ಗ್ರಾಮ ಪಂಚಾಯಿತಿ ಚುನಾವಣೆಗಳನ್ನು ಪಕ್ಷ ಚಿಹ್ನೆಗಳ ಆಧಾರದ ಮೇಲೆ ನಡೆಸಲು ಸರ್ಕಾರ ಚಿಂತನೆ ನಡೆಸಿದೆ ಎಂದು ವರದಿಯಾಗಿದೆ. ಈ ಚಿಂತನೆ ಸರಿಯಲ್ಲ. ಗ್ರಾಮ ಮಟ್ಟದಲ್ಲಿ ಪಕ್ಷ ರಾಜಕೀಯ ಪ್ರವೇಶಿಸಿದರೆ ಗ್ರಾಮಗಳ ಶಾಂತಿ ಸೌಹಾರ್ದತೆ ಹಾಳಾಗುತ್ತದೆ. ಈಗಾಗಲೇ ಗ್ರಾಮಗಳಲ್ಲಿ ಜಾತಿ, ಗುಂಪುಗಾರಿಕೆ ಹೆಚ್ಚಾಗಿದೆ. ಪಕ್ಷ ಚಿಹ್ನೆಯ ಮೇಲೆ ಚುನಾವಣೆ ನಡೆದರೆ ಗ್ರಾಮಗಳು ಇನ್ನಷ್ಟು ವಿಭಜನೆಗೊಳ್ಳುತ್ತವೆ. ಇದರಿಂದ ಗ್ರಾಮಾಭಿವೃದ್ಧಿ ಕುಂಠಿತವಾಗುತ್ತದೆ. ಆದ್ದರಿಂದ ಸರ್ಕಾರ ಈ ಚಿಂತನೆಯನ್ನು ಕೈಬಿಡಬೇಕು. — [112, 1622, 468, 1706]
masthead — [86, 81, 1497, 134]
humor-answer: ಓ.. ನಾವು ಲಂಚ ತಗೊಳ್ಳಲ್ಲ. ನಮಗೆ ಬೇಕಾದ ಆಹಾರವನ್ನು ಕಷ್ಟಪಟ್ಟು ನಾವೇ ಸಂಪಾದನೆ ಮಾಡ್ಕೊಳ್ತೀವಿ..! — [151, 253, 441, 279]
humor-box — [99, 143, 470, 295]
bullet-square-icon: ■ — [112, 1164, 135, 1184]
bullet-square-icon: ■ — [112, 648, 137, 670]
letter-2-sign: -ಬಾಣಸವಾಡಿ ವಿಜೇಂದ್ರ, ಕುವೆಂಪುನಗರ, ಮೈಸೂರು — [296, 1537, 468, 1550]
amruta-title: ಅಮೃತ ವಾಹಿನಿ.......... — [105, 473, 268, 495]
farmers-col-2: ಧಿಕ್ಕಾರ, ರೈತ ವಿರೋಧಿ ಕೇಂದ್ರ ಸರ್ಕಾರಕ್ಕೆ ಧಿಕ್ಕಾರ ಎಂದು ಘೋಷಣೆ ಕೂಗಿದರು. ರೈಲ್ವೆ ನಿಲ್ದಾಣದ ಮುಂಭಾಗ ಪೊಲೀಸರು ಭಾರಿ ಬಂದೋಬಸ್ತ್ ಕೈಗೊಂಡಿದ್ದರು. ಬ್ಯಾರಿಕೇಡ್ ಅಳವಡಿಸಿ ಪ್ರತಿಭಟನಾಕಾರರು ನಿಲ್ದಾಣ ಪ್ರವೇಶಿಸದಂತೆ ತಡೆದರು. ಆದರೂ ರೈತರು ಬ್ಯಾರಿಕೇಡ್ ತಳ್ಳಿ ಒಳ ನುಗ್ಗಲು ಯತ್ನಿಸಿದರು. ಹಳ್ಳಿ ಮೇಲೆ ಪ್ರತಿಭಟನೆ: ಒಂದು ವೇಳೆ ಕೇಂದ್ರ ಸರ್ಕಾರ ರೈತರ ಬೇಡಿಕೆ ಈಡೇರಿಸದಿದ್ದಲ್ಲಿ ದೇಶದಾದ್ಯಂತ ರೈತರು ಹಳ್ಳಿಗಳಿಂದಲೇ ತೀವ್ರ ಹೋರಾಟ ನಡೆಸಲಿದ್ದಾರೆ ಎಂದು ಎಚ್ಚರಿಸಿದರು. — [679, 1859, 868, 1987]
photo-caption-2: 'ವೃಕ್ಷಮಾತೆ' ತುಳಸೀಗೌಡ — [807, 553, 895, 566]
letter-3-title — [112, 1565, 468, 1614]
section-title-bar — [164, 84, 557, 129]
page-number: 4 — [124, 82, 152, 129]
page-number-badge — [86, 84, 161, 129]
chintane-article — [489, 138, 1497, 1367]
letter-3-sign: -ಮಂಗಳೂರು ಪ್ರಕಾಶ್, ಸರಸ್ವತಿಪುರಂ, ಮೈಸೂರು — [303, 1847, 468, 1859]
letter-1-title-text: ಕನ್ನಡ ಸಾಹಿತ್ಯ ಸಮ್ಮೇಳನ ಯಶಸ್ವಿಯಾಗಲಿ — [136, 648, 383, 670]
